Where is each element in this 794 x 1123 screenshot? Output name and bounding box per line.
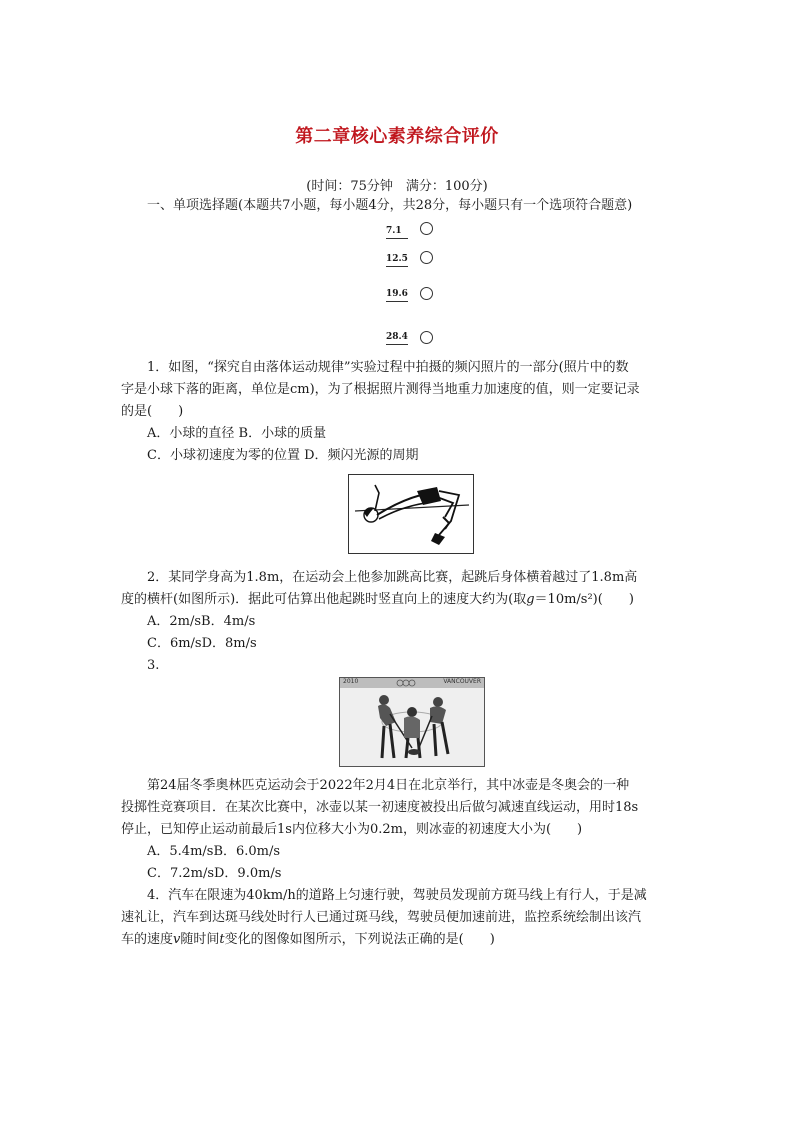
q4-stem-line3: [121, 929, 781, 951]
distance-label: 28.4: [386, 332, 408, 342]
ball-image: [420, 251, 433, 264]
q3-stem-line1: 第24届冬季奥林匹克运动会于2022年2月4日在北京举行，其中冰壶是冬奥会的一种: [147, 778, 630, 793]
high-jump-figure: [348, 474, 474, 554]
q1-options-ab: A．小球的直径 B．小球的质量: [147, 426, 327, 441]
distance-label: 7.1: [386, 226, 402, 236]
q3-number: 3.: [147, 658, 160, 673]
photo-watermark: VANCOUVER: [443, 678, 481, 685]
distance-marker-line: [386, 344, 408, 345]
ball-image: [420, 287, 433, 300]
high-jumper-illustration: [349, 475, 473, 553]
curling-photo: [339, 677, 485, 767]
curling-illustration: [340, 678, 484, 766]
q1-stem-line2: 字是小球下落的距离，单位是cm)，为了根据照片测得当地重力加速度的值，则一定要记录: [121, 382, 640, 397]
time-symbol: t: [219, 932, 225, 947]
q4-stem-line2: 速礼让，汽车到达斑马线处时行人已通过斑马线，驾驶员便加速前进，监控系统绘制出该汽: [121, 910, 642, 925]
q4-stem-text: 车的速度: [121, 932, 174, 947]
gravity-symbol: g: [526, 592, 535, 607]
q4-stem-line1: 4．汽车在限速为40km/h的道路上匀速行驶，驾驶员发现前方斑马线上有行人，于是减: [147, 888, 647, 903]
distance-marker-line: [386, 301, 408, 302]
velocity-symbol: v: [173, 932, 181, 947]
page-title: 第二章核心素养综合评价: [295, 126, 499, 147]
photo-watermark: 2010: [343, 678, 359, 685]
q3-options-ab: A．5.4m/sB．6.0m/s: [147, 844, 281, 859]
ball-image: [420, 222, 433, 235]
exam-meta: (时间：75分钟 满分：100分): [306, 179, 488, 194]
q2-options-cd: C．6m/sD．8m/s: [147, 636, 257, 651]
q3-stem-line2: 投掷性竞赛项目．在某次比赛中，冰壶以某一初速度被投出后做匀减速直线运动，用时18s: [121, 800, 639, 815]
q3-options-cd: C．7.2m/sD．9.0m/s: [147, 866, 282, 881]
q2-options-ab: A．2m/sB．4m/s: [147, 614, 256, 629]
distance-marker-line: [386, 266, 408, 267]
q2-stem-line1: 2．某同学身高为1.8m，在运动会上他参加跳高比赛，起跳后身体横着越过了1.8m高: [147, 570, 638, 585]
section-heading: 一、单项选择题(本题共7小题，每小题4分，共28分，每小题只有一个选项符合题意): [147, 198, 633, 213]
q4-stem-text: 随时间: [180, 932, 220, 947]
q2-stem-text: 度的横杆(如图所示)．据此可估算出他起跳时竖直向上的速度大约为(取: [121, 592, 527, 607]
distance-label: 19.6: [386, 289, 408, 299]
distance-marker-line: [386, 238, 408, 239]
distance-label: 12.5: [386, 254, 408, 264]
q1-stem-line1: 1．如图，“探究自由落体运动规律”实验过程中拍摄的频闪照片的一部分(照片中的数: [147, 360, 629, 375]
q2-stem-line2: [121, 589, 781, 611]
q2-stem-text: ＝10m/s²)( ): [534, 592, 634, 607]
q3-stem-line3: 停止，已知停止运动前最后1s内位移大小为0.2m，则冰壶的初速度大小为( ): [121, 822, 583, 837]
strobe-photo-figure: [386, 222, 446, 352]
q1-stem-line3: 的是( ): [121, 404, 184, 419]
q4-stem-text: 变化的图像如图所示，下列说法正确的是( ): [224, 932, 495, 947]
q1-options-cd: C．小球初速度为零的位置 D．频闪光源的周期: [147, 448, 419, 463]
ball-image: [420, 331, 433, 344]
